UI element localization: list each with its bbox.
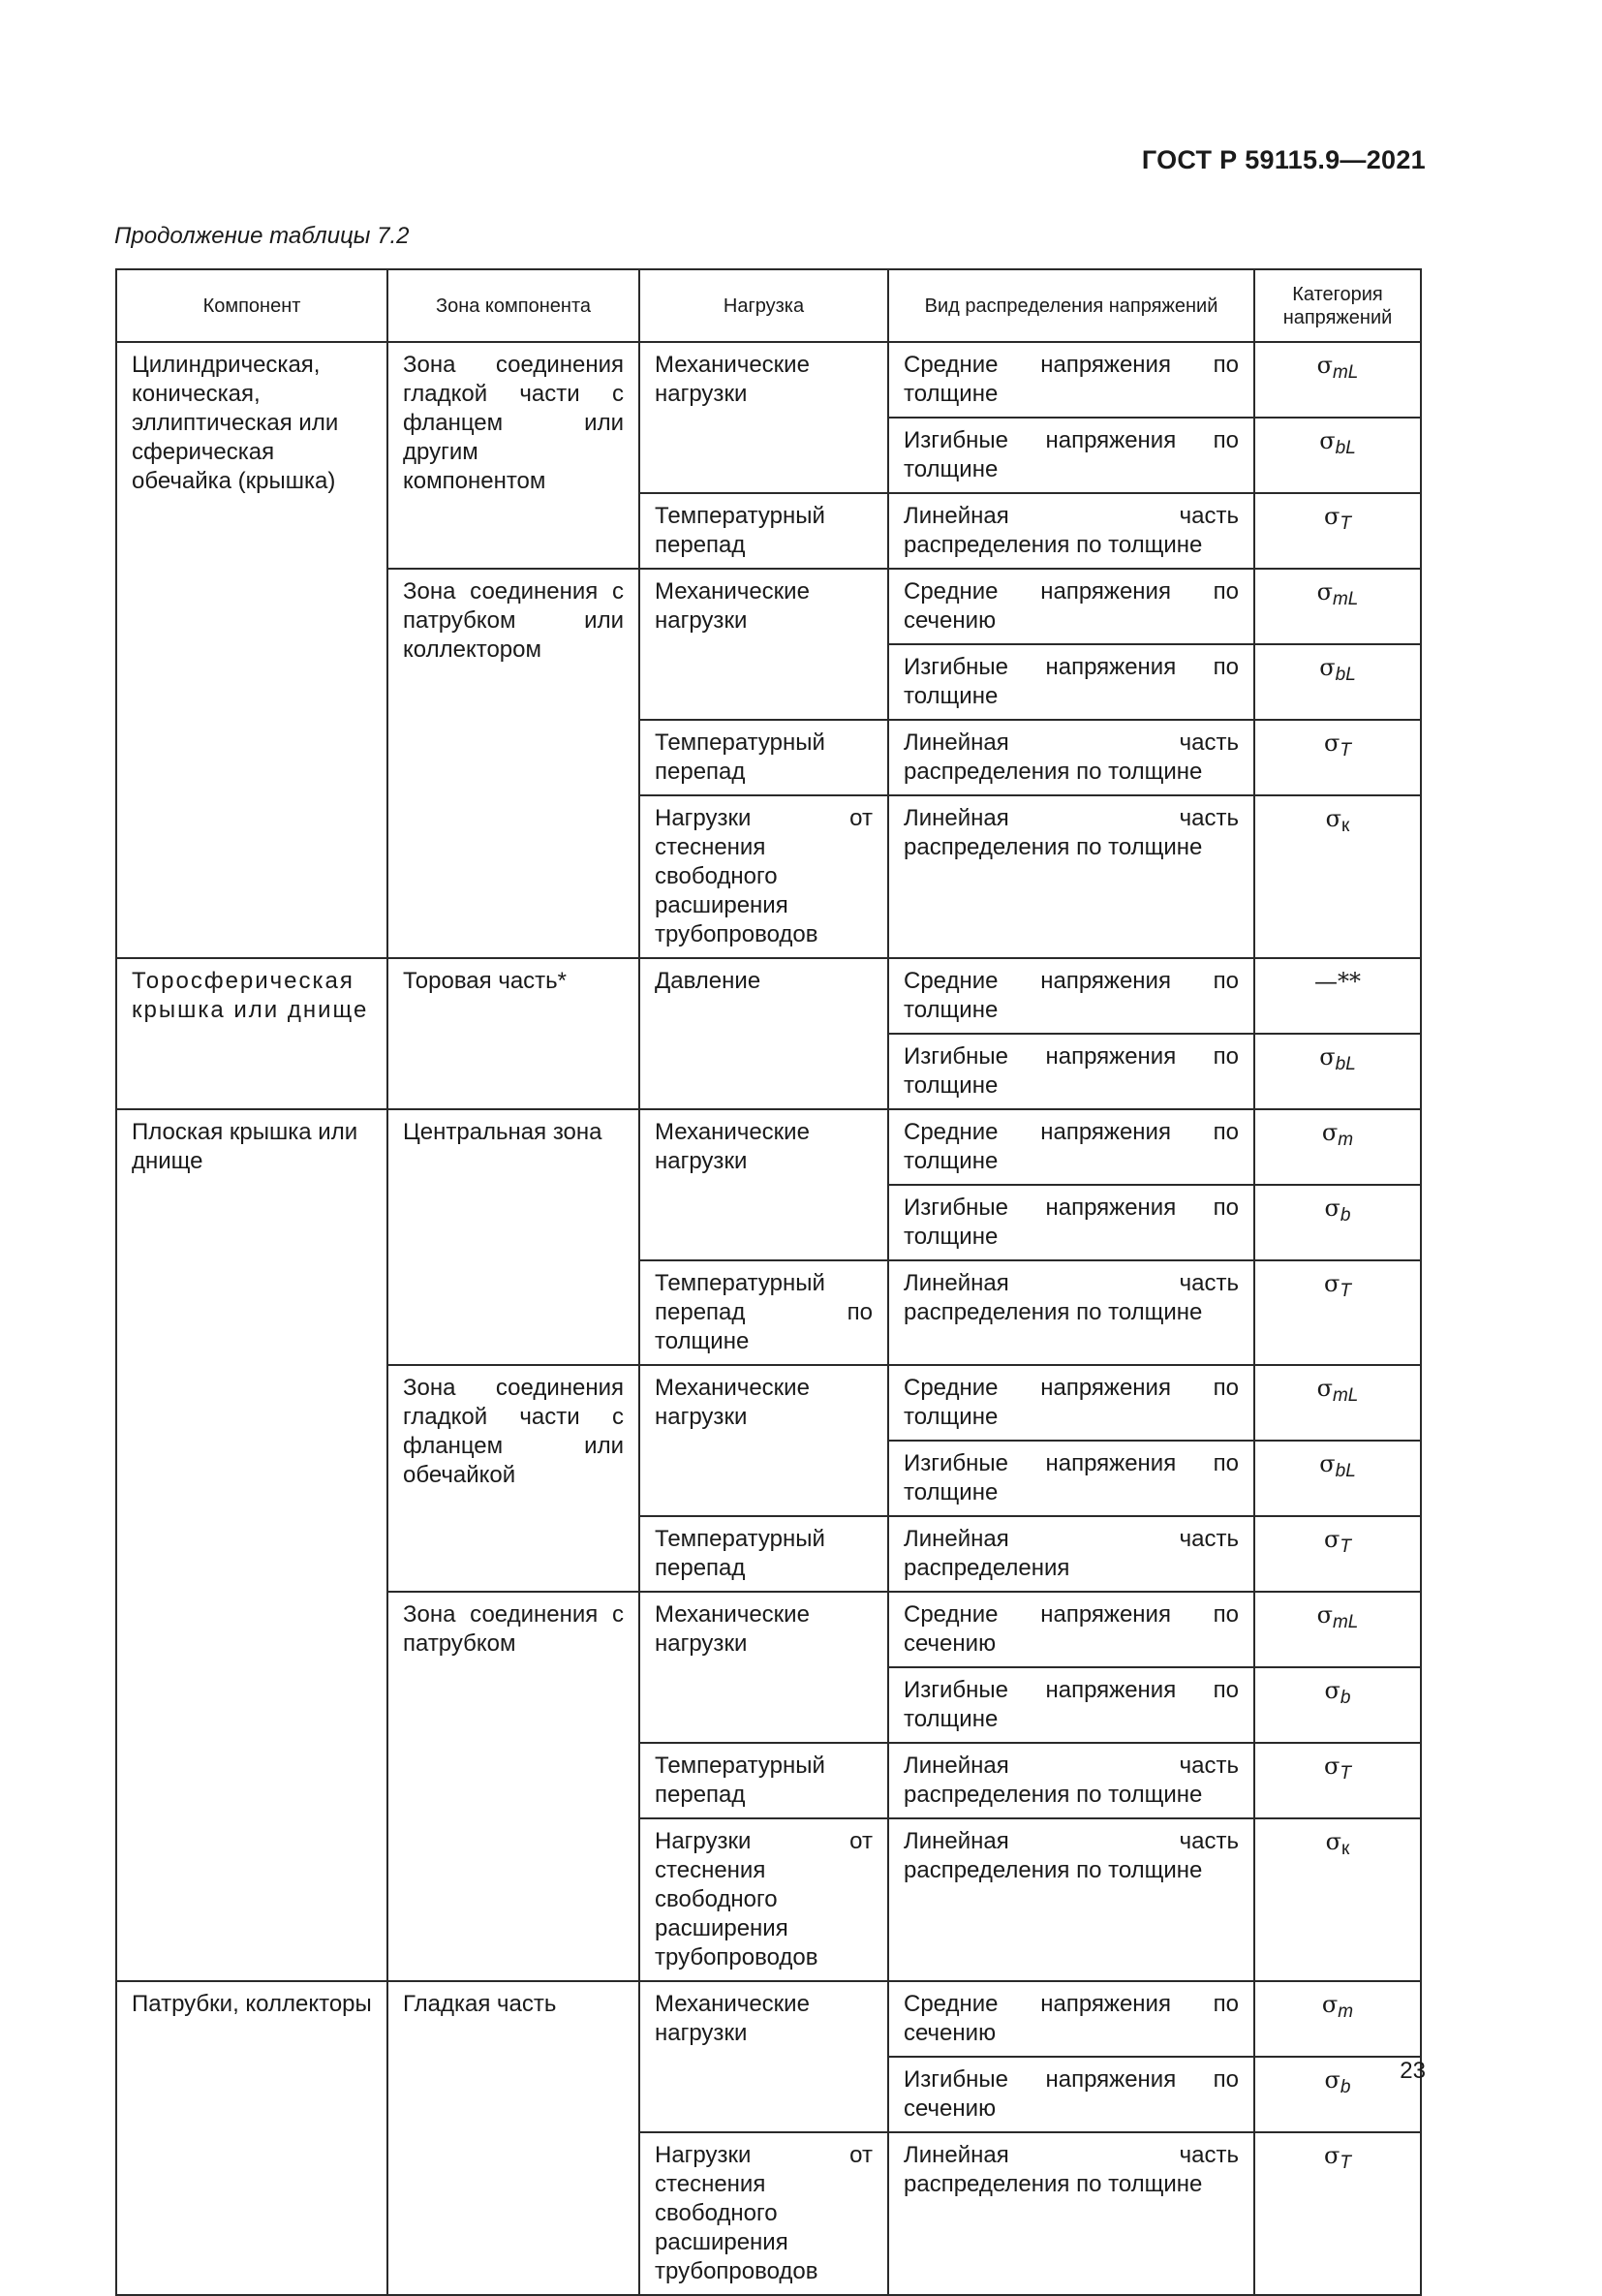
table-row: [116, 342, 1421, 418]
stress-symbol: σ: [1324, 503, 1340, 530]
load-cell: Механические нагрузки: [639, 1109, 888, 1260]
stress-subscript: bL: [1335, 1461, 1356, 1481]
stress-symbol: σ: [1321, 1991, 1339, 2018]
column-header: Зона компонента: [387, 269, 639, 342]
stress-category-cell: [1254, 1260, 1421, 1365]
load-cell: Нагрузки от стеснения свободного расширения трубопроводов: [639, 2132, 888, 2295]
stress-subscript: mL: [1332, 1612, 1359, 1632]
distribution-cell: Средние напряжения по толщине: [888, 342, 1254, 418]
stress-subscript: bL: [1335, 438, 1356, 458]
distribution-cell: Линейная часть распределения по толщине: [888, 1818, 1254, 1981]
load-cell: Нагрузки от стеснения свободного расширения трубопроводов: [639, 795, 888, 958]
table-row: [116, 1109, 1421, 1185]
stress-subscript: к: [1341, 816, 1350, 836]
distribution-cell: Изгибные напряжения по толщине: [888, 644, 1254, 720]
stress-symbol: σ: [1316, 578, 1333, 605]
stress-symbol: σ: [1324, 2142, 1340, 2169]
distribution-cell: Изгибные напряжения по толщине: [888, 1667, 1254, 1743]
distribution-cell: Линейная часть распределения по толщине: [888, 1260, 1254, 1365]
load-cell: Механические нагрузки: [639, 569, 888, 720]
table-header-row: [116, 269, 1421, 342]
component-cell: Патрубки, коллекторы: [116, 1981, 387, 2295]
stress-subscript: mL: [1332, 1385, 1359, 1406]
load-cell: Температурный перепад: [639, 1743, 888, 1818]
stress-category-cell: [1254, 1441, 1421, 1516]
column-header: Вид распределения напряжений: [888, 269, 1254, 342]
load-cell: Давление: [639, 958, 888, 1109]
stress-category-cell: [1254, 418, 1421, 493]
distribution-cell: Средние напряжения по сечению: [888, 1981, 1254, 2057]
stress-category-cell: [1254, 2132, 1421, 2295]
stress-subscript: b: [1340, 1205, 1351, 1226]
stress-category-cell: [1254, 795, 1421, 958]
column-header: Категория напряжений: [1254, 269, 1421, 342]
stress-category-cell: [1254, 493, 1421, 569]
stress-subscript: bL: [1335, 1054, 1356, 1074]
page-number: 23: [1400, 2058, 1426, 2084]
load-cell: Механические нагрузки: [639, 1365, 888, 1516]
document-code: ГОСТ Р 59115.9—2021: [1141, 145, 1426, 174]
distribution-cell: Линейная часть распределения: [888, 1516, 1254, 1592]
component-cell: Плоская крышка или днище: [116, 1109, 387, 1981]
column-header: Компонент: [116, 269, 387, 342]
load-cell: Механические нагрузки: [639, 342, 888, 493]
distribution-cell: Средние напряжения по сечению: [888, 1592, 1254, 1667]
stress-symbol: σ: [1324, 1677, 1340, 1704]
stress-subscript: к: [1341, 1839, 1350, 1859]
load-cell: Механические нагрузки: [639, 1592, 888, 1743]
stress-symbol: —**: [1314, 968, 1361, 995]
stress-symbol: σ: [1325, 805, 1342, 832]
stress-category-table: [115, 268, 1422, 2296]
stress-category-cell: [1254, 2057, 1421, 2132]
stress-symbol: σ: [1316, 1375, 1333, 1402]
stress-category-cell: [1254, 569, 1421, 644]
stress-symbol: σ: [1319, 427, 1336, 454]
distribution-cell: Изгибные напряжения по толщине: [888, 418, 1254, 493]
stress-subscript: m: [1338, 1130, 1354, 1150]
zone-cell: Зона соединения с патрубком: [387, 1592, 639, 1981]
load-cell: Нагрузки от стеснения свободного расширения трубопроводов: [639, 1818, 888, 1981]
stress-subscript: mL: [1332, 589, 1359, 609]
stress-symbol: σ: [1316, 352, 1333, 379]
stress-subscript: bL: [1335, 665, 1356, 685]
stress-category-cell: [1254, 1185, 1421, 1260]
column-header: Нагрузка: [639, 269, 888, 342]
stress-category-cell: [1254, 1109, 1421, 1185]
distribution-cell: Средние напряжения по толщине: [888, 1365, 1254, 1441]
stress-symbol: σ: [1324, 1753, 1340, 1780]
stress-subscript: b: [1340, 1688, 1351, 1708]
distribution-cell: Линейная часть распределения по толщине: [888, 2132, 1254, 2295]
distribution-cell: Изгибные напряжения по толщине: [888, 1185, 1254, 1260]
stress-subscript: b: [1340, 2077, 1351, 2097]
stress-subscript: T: [1340, 2153, 1351, 2173]
distribution-cell: Изгибные напряжения по сечению: [888, 2057, 1254, 2132]
table-row: [116, 1981, 1421, 2057]
stress-category-cell: [1254, 958, 1421, 1034]
zone-cell: Центральная зона: [387, 1109, 639, 1365]
stress-subscript: T: [1340, 1536, 1351, 1557]
distribution-cell: Линейная часть распределения по толщине: [888, 720, 1254, 795]
stress-category-cell: [1254, 720, 1421, 795]
stress-category-cell: [1254, 1516, 1421, 1592]
load-cell: Механические нагрузки: [639, 1981, 888, 2132]
distribution-cell: Средние напряжения по толщине: [888, 1109, 1254, 1185]
stress-subscript: T: [1340, 513, 1351, 534]
zone-cell: Торовая часть*: [387, 958, 639, 1109]
stress-subscript: m: [1338, 2001, 1354, 2022]
stress-subscript: T: [1340, 1763, 1351, 1784]
stress-symbol: σ: [1324, 2066, 1340, 2094]
stress-category-cell: [1254, 1365, 1421, 1441]
load-cell: Температурный перепад: [639, 1516, 888, 1592]
table-body: [116, 342, 1421, 2295]
distribution-cell: Средние напряжения по сечению: [888, 569, 1254, 644]
stress-symbol: σ: [1324, 1270, 1340, 1297]
stress-category-cell: [1254, 1667, 1421, 1743]
stress-subscript: T: [1340, 740, 1351, 760]
load-cell: Температурный перепад по толщине: [639, 1260, 888, 1365]
stress-symbol: σ: [1319, 654, 1336, 681]
stress-category-cell: [1254, 1743, 1421, 1818]
zone-cell: Зона соединения гладкой части с фланцем или другим компонентом: [387, 342, 639, 569]
stress-category-cell: [1254, 342, 1421, 418]
distribution-cell: Средние напряжения по толщине: [888, 958, 1254, 1034]
distribution-cell: Линейная часть распределения по толщине: [888, 493, 1254, 569]
stress-symbol: σ: [1324, 1526, 1340, 1553]
stress-category-cell: [1254, 644, 1421, 720]
stress-symbol: σ: [1324, 1195, 1340, 1222]
table-caption: Продолжение таблицы 7.2: [114, 223, 410, 249]
stress-symbol: σ: [1319, 1450, 1336, 1477]
zone-cell: Зона соединения с патрубком или коллектором: [387, 569, 639, 958]
zone-cell: Гладкая часть: [387, 1981, 639, 2295]
distribution-cell: Изгибные напряжения по толщине: [888, 1034, 1254, 1109]
load-cell: Температурный перепад: [639, 720, 888, 795]
distribution-cell: Линейная часть распределения по толщине: [888, 1743, 1254, 1818]
stress-category-cell: [1254, 1981, 1421, 2057]
stress-symbol: σ: [1316, 1601, 1333, 1629]
stress-category-cell: [1254, 1818, 1421, 1981]
stress-symbol: σ: [1324, 729, 1340, 757]
stress-category-cell: [1254, 1034, 1421, 1109]
stress-subscript: mL: [1332, 362, 1359, 383]
zone-cell: Зона соединения гладкой части с фланцем или обечайкой: [387, 1365, 639, 1592]
table-row: [116, 958, 1421, 1034]
component-cell: Цилиндрическая, коническая, эллиптическая или сферическая обечайка (крышка): [116, 342, 387, 958]
distribution-cell: Линейная часть распределения по толщине: [888, 795, 1254, 958]
stress-subscript: T: [1340, 1281, 1351, 1301]
load-cell: Температурный перепад: [639, 493, 888, 569]
stress-symbol: σ: [1321, 1119, 1339, 1146]
stress-symbol: σ: [1319, 1043, 1336, 1070]
distribution-cell: Изгибные напряжения по толщине: [888, 1441, 1254, 1516]
component-cell: Торосферическая крышка или днище: [116, 958, 387, 1109]
stress-symbol: σ: [1325, 1828, 1342, 1855]
stress-category-cell: [1254, 1592, 1421, 1667]
